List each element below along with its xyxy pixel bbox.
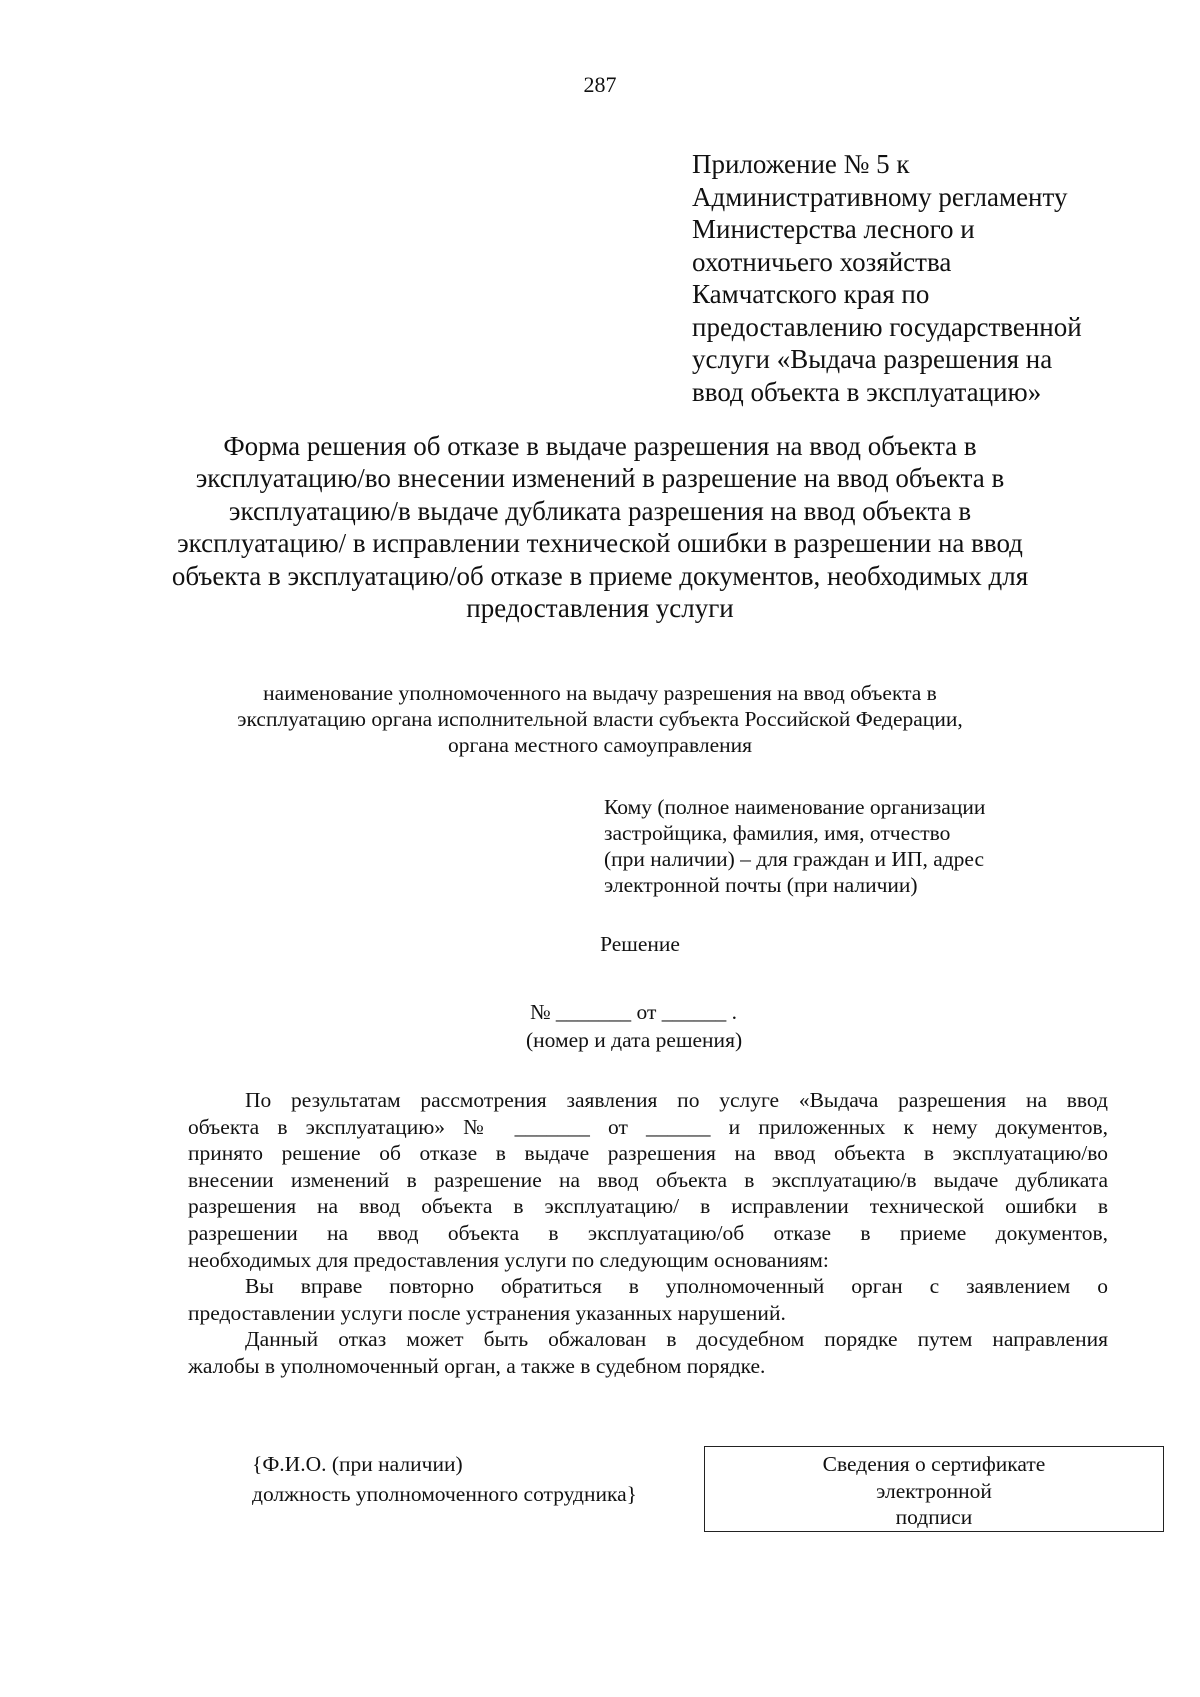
appendix-line: Министерства лесного и <box>692 214 975 244</box>
body-line: разрешении на ввод объекта в эксплуатацию/об отказе в приеме документов, <box>188 1220 1108 1245</box>
signer-name-line: {Ф.И.О. (при наличии) <box>252 1452 463 1476</box>
signer-block <box>252 1449 637 1509</box>
decision-heading: Решение <box>600 932 680 956</box>
authority-line: наименование уполномоченного на выдачу разрешения на ввод объекта в <box>263 681 937 705</box>
decision-number-note: (номер и дата решения) <box>526 1028 743 1052</box>
form-title-line: эксплуатацию/во внесении изменений в разрешение на ввод объекта в <box>195 463 1005 494</box>
body-line: разрешения на ввод объекта в эксплуатацию/ в исправлении технической ошибки в <box>188 1194 1108 1219</box>
appendix-line: ввод объекта в эксплуатацию» <box>692 376 1042 407</box>
appendix-line: Камчатского края по <box>692 279 930 309</box>
authority-line: эксплуатацию органа исполнительной власти субъекта Российской Федерации, <box>237 707 963 731</box>
body-line: предоставлении услуги после устранения указанных нарушений. <box>188 1300 786 1325</box>
authority-line: органа местного самоуправления <box>447 733 753 757</box>
appendix-line: предоставлению государственной <box>692 311 1082 342</box>
form-title-line: эксплуатацию/в выдаче дубликата разрешения на ввод объекта в <box>228 495 972 526</box>
appendix-header <box>692 148 1132 408</box>
body-paragraph-grounds <box>188 1087 1108 1273</box>
page-number: 287 <box>583 72 617 97</box>
body-line: жалобы в уполномоченный орган, а также в судебном порядке. <box>188 1353 766 1378</box>
body-line: принято решение об отказе в выдаче разрешения на ввод объекта в эксплуатацию/во <box>188 1141 1108 1166</box>
appendix-line: услуги «Выдача разрешения на <box>692 344 1053 374</box>
form-title <box>150 430 1050 624</box>
certificate-line: подписи <box>895 1505 973 1529</box>
body-line: Вы вправе повторно обратиться в уполномоченный орган с заявлением о <box>245 1274 1108 1299</box>
body-line: Данный отказ может быть обжалован в досудебном порядке путем направления <box>245 1327 1108 1352</box>
certificate-line: Сведения о сертификате <box>822 1452 1046 1476</box>
body-line: объекта в эксплуатацию» № _______ от ______ и приложенных к нему документов, <box>188 1114 1108 1139</box>
body-paragraph-reapply <box>188 1273 1108 1326</box>
recipient-line: застройщика, фамилия, имя, отчество <box>604 821 951 845</box>
signature-certificate-box <box>704 1446 1164 1532</box>
form-title-line: предоставления услуги <box>466 593 734 624</box>
decision-number-line: № _______ от ______ . <box>530 1000 738 1024</box>
body-line: По результатам рассмотрения заявления по услуге «Выдача разрешения на ввод <box>245 1088 1108 1112</box>
body-line: внесении изменений в разрешение на ввод объекта в эксплуатацию/в выдаче дубликата <box>188 1167 1108 1192</box>
form-title-line: эксплуатацию/ в исправлении технической ошибки в разрешении на ввод <box>177 528 1023 559</box>
certificate-line: электронной <box>876 1478 992 1503</box>
body-paragraph-appeal <box>188 1326 1108 1379</box>
recipient-line: (при наличии) – для граждан и ИП, адрес <box>604 847 985 871</box>
appendix-line: Административному регламенту <box>692 181 1068 212</box>
authority-name-block <box>150 680 1050 758</box>
recipient-block <box>604 794 1074 898</box>
form-title-line: объекта в эксплуатацию/об отказе в приеме документов, необходимых для <box>171 560 1029 591</box>
decision-body <box>188 1087 1108 1380</box>
signer-position-line: должность уполномоченного сотрудника} <box>252 1482 637 1506</box>
recipient-line: электронной почты (при наличии) <box>604 873 918 897</box>
appendix-line: охотничьего хозяйства <box>692 246 952 277</box>
body-line: необходимых для предоставления услуги по следующим основаниям: <box>188 1247 829 1272</box>
recipient-line: Кому (полное наименование организации <box>604 795 986 819</box>
form-title-line: Форма решения об отказе в выдаче разрешения на ввод объекта в <box>223 431 977 461</box>
appendix-line: Приложение № 5 к <box>692 149 910 179</box>
